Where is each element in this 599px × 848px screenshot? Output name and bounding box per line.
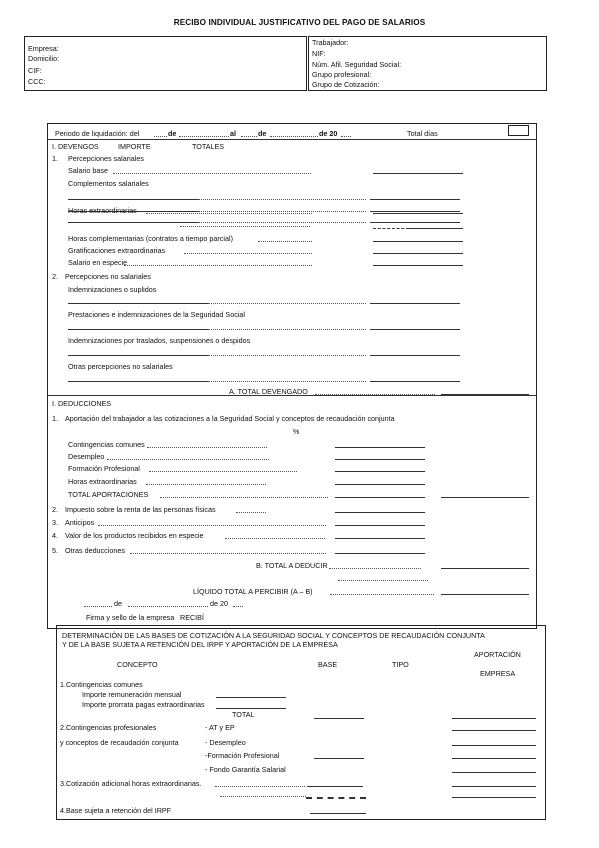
fill-line — [370, 211, 460, 212]
fill-line — [373, 173, 463, 174]
contingencias-comunes-label: Contingencias comunes — [68, 440, 145, 449]
ccc-label: CCC: — [28, 77, 46, 86]
fill-line — [68, 222, 198, 223]
fill-line — [329, 568, 421, 569]
periodo-de-1: de — [168, 129, 177, 138]
salario-base-label: Salario base — [68, 166, 108, 175]
fill-line — [307, 786, 363, 787]
fill-line — [338, 580, 428, 581]
percent-label: % — [293, 427, 300, 436]
fill-line — [373, 228, 409, 229]
fill-line — [84, 606, 112, 607]
empresa-box — [24, 36, 307, 91]
total-aportaciones-label: TOTAL APORTACIONES — [68, 490, 149, 499]
fill-line — [330, 594, 434, 595]
fill-line — [208, 355, 366, 356]
fill-line — [258, 241, 312, 242]
fill-line — [315, 394, 435, 395]
fill-line — [130, 553, 326, 554]
deducciones-header: I. DEDUCCIONES — [52, 399, 112, 408]
anticipos-label: Anticipos — [65, 518, 95, 527]
fill-line — [68, 329, 208, 330]
irpf-label: Impuesto sobre la renta de las personas físicas — [65, 505, 216, 514]
base-irpf-row: 4.Base sujeta a retención del IRPF — [60, 806, 172, 815]
fecha-de-2: de 20 — [210, 599, 228, 608]
trabajador-label: Trabajador: — [312, 38, 349, 47]
fill-line — [373, 265, 463, 266]
fill-line — [370, 199, 460, 200]
document-title: RECIBO INDIVIDUAL JUSTIFICATIVO DEL PAGO DE SALARIOS — [173, 18, 426, 27]
fill-line — [146, 484, 266, 485]
fill-line — [124, 265, 312, 266]
horas-extra-deduccion-label: Horas extraordinarias — [68, 477, 137, 486]
fill-line — [373, 241, 463, 242]
deduccion-5-number: 5. — [52, 546, 58, 555]
col-tipo-header: TIPO — [392, 660, 409, 669]
fill-line — [310, 813, 366, 814]
fill-line — [198, 199, 366, 200]
fill-line — [68, 381, 208, 382]
fill-line — [335, 471, 425, 472]
total-dias-field[interactable] — [508, 125, 529, 136]
periodo-de-2: de — [258, 129, 267, 138]
fill-line — [216, 708, 286, 709]
fill-line — [270, 136, 318, 137]
fill-line — [160, 497, 328, 498]
recibi-label: RECIBÍ — [180, 613, 204, 622]
fill-line — [373, 213, 463, 214]
fill-line — [335, 497, 425, 498]
fill-line — [128, 606, 208, 607]
fill-line — [68, 303, 208, 304]
grupo-profesional-label: Grupo profesional: — [312, 70, 372, 79]
afiliacion-label: Núm. Afil. Seguridad Social: — [312, 60, 402, 69]
fill-line — [441, 594, 529, 595]
fill-line — [335, 512, 425, 513]
fill-line — [452, 730, 536, 731]
fill-line — [215, 786, 305, 787]
periodo-de-3: de 20 — [319, 129, 338, 138]
horas-extraordinarias-label: Horas extraordinarias — [68, 206, 137, 215]
fill-line — [107, 459, 269, 460]
fill-line — [47, 139, 537, 140]
fill-line — [147, 447, 267, 448]
fill-line — [225, 538, 325, 539]
total-deducir-label: B. TOTAL A DEDUCIR — [256, 561, 328, 570]
fill-line — [452, 786, 536, 787]
fill-line — [370, 303, 460, 304]
importe-header: IMPORTE — [118, 142, 151, 151]
fill-line — [233, 606, 243, 607]
bases-heading-line-2: Y DE LA BASE SUJETA A RETENCIÓN DEL IRPF Y APORTACIÓN DE LA EMPRESA — [62, 640, 338, 649]
fill-line — [236, 512, 266, 513]
otras-percepciones-label: Otras percepciones no salariales — [68, 362, 173, 371]
fill-line — [180, 226, 310, 227]
col-concepto-header: CONCEPTO — [117, 660, 158, 669]
empresa-label: Empresa: — [28, 44, 59, 53]
col-aportacion-header: APORTACIÓN — [474, 650, 521, 659]
col-base-header: BASE — [318, 660, 338, 669]
fecha-de-1: de — [114, 599, 122, 608]
fill-line — [335, 553, 425, 554]
fill-line — [452, 745, 536, 746]
fill-line — [335, 447, 425, 448]
fill-line — [370, 329, 460, 330]
deduccion-1-number: 1. — [52, 414, 58, 423]
cif-label: CIF: — [28, 66, 42, 75]
fill-line — [208, 329, 366, 330]
fill-line — [113, 173, 311, 174]
deduccion-4-number: 4. — [52, 531, 58, 540]
percepciones-salariales-label: Percepciones salariales — [68, 154, 144, 163]
fill-line — [68, 355, 208, 356]
fill-line — [335, 484, 425, 485]
periodo-al: al — [230, 129, 236, 138]
fill-line — [208, 303, 366, 304]
fill-line — [370, 222, 460, 223]
fill-line — [314, 718, 364, 719]
fill-line — [335, 525, 425, 526]
formacion-base-label: -Formación Profesional — [205, 751, 280, 760]
prestaciones-ss-label: Prestaciones e indemnizaciones de la Seguridad Social — [68, 310, 245, 319]
horas-complementarias-label: Horas complementarias (contratos a tiempo parcial) — [68, 234, 233, 243]
salario-especie-label: Salario en especie — [68, 258, 128, 267]
fill-line — [198, 211, 366, 212]
fill-line — [341, 136, 351, 137]
formacion-profesional-label: Formación Profesional — [68, 464, 140, 473]
liquido-total-label: LÍQUIDO TOTAL A PERCIBIR (A – B) — [193, 587, 313, 596]
fill-line — [370, 381, 460, 382]
gratificaciones-label: Gratificaciones extraordinarias — [68, 246, 166, 255]
total-dias-label: Total días — [407, 129, 438, 138]
total-bases-label: TOTAL — [232, 710, 255, 719]
recaudacion-conjunta-row: y conceptos de recaudación conjunta — [60, 738, 179, 747]
deduccion-3-number: 3. — [52, 518, 58, 527]
complementos-salariales-label: Complementos salariales — [68, 179, 149, 188]
fill-line — [98, 525, 326, 526]
fill-line — [452, 758, 536, 759]
fill-line — [314, 758, 364, 759]
fill-line — [441, 568, 529, 569]
fill-line — [68, 199, 198, 200]
fill-line — [146, 213, 312, 214]
otras-deducciones-label: Otras deducciones — [65, 546, 125, 555]
fill-line — [452, 797, 536, 798]
fill-line — [441, 497, 529, 498]
fill-line — [179, 136, 229, 137]
section-2-number: 2. — [52, 272, 58, 281]
fill-line — [452, 772, 536, 773]
indemnizaciones-traslados-label: Indemnizaciones por traslados, suspensiones o despidos — [68, 336, 251, 345]
fill-line — [306, 797, 366, 799]
totales-header: TOTALES — [192, 142, 225, 151]
fill-line — [220, 796, 306, 797]
horas-extra-adicional-row: 3.Cotización adicional horas extraordinarias. — [60, 779, 202, 788]
contingencias-profesionales-row: 2.Contingencias profesionales — [60, 723, 157, 732]
col-empresa-header: EMPRESA — [480, 669, 516, 678]
fill-line — [198, 222, 366, 223]
indemnizaciones-suplidos-label: Indemnizaciones o suplidos — [68, 285, 157, 294]
fill-line — [370, 355, 460, 356]
grupo-cotizacion-label: Grupo de Cotización: — [312, 80, 380, 89]
contingencias-comunes-row: 1.Contingencias comunes — [60, 680, 143, 689]
devengos-header: I. DEVENGOS — [52, 142, 99, 151]
importe-prorrata-label: Importe prorrata pagas extraordinarias — [82, 700, 205, 709]
percepciones-no-salariales-label: Percepciones no salariales — [65, 272, 151, 281]
fill-line — [335, 538, 425, 539]
fill-line — [184, 253, 312, 254]
fill-line — [373, 253, 463, 254]
fill-line — [335, 459, 425, 460]
section-1-number: 1. — [52, 154, 58, 163]
at-ep-label: - AT y EP — [205, 723, 235, 732]
fill-line — [409, 228, 463, 229]
fill-line — [241, 136, 257, 137]
nif-label: NIF: — [312, 49, 326, 58]
desempleo-base-label: - Desempleo — [205, 738, 246, 747]
total-devengado-label: A. TOTAL DEVENGADO — [229, 387, 308, 396]
fill-line — [149, 471, 297, 472]
aportacion-trabajador-label: Aportación del trabajador a las cotizaciones a la Seguridad Social y conceptos de recaudación conjunta — [65, 414, 395, 423]
periodo-label: Periodo de liquidación: del — [55, 129, 140, 138]
bases-heading-line-1: DETERMINACIÓN DE LAS BASES DE COTIZACIÓN A LA SEGURIDAD SOCIAL Y CONCEPTOS DE RECAUDACIÓN CONJUNTA — [62, 631, 485, 640]
fogasa-label: - Fondo Garantía Salarial — [205, 765, 286, 774]
fill-line — [208, 381, 366, 382]
deduccion-2-number: 2. — [52, 505, 58, 514]
fill-line — [154, 136, 167, 137]
desempleo-label: Desempleo — [68, 452, 105, 461]
fill-line — [441, 394, 529, 395]
firma-sello-label: Firma y sello de la empresa — [86, 613, 175, 622]
fill-line — [452, 718, 536, 719]
fill-line — [216, 697, 286, 698]
domicilio-label: Domicilio: — [28, 54, 60, 63]
valor-productos-label: Valor de los productos recibidos en especie — [65, 531, 204, 540]
importe-remuneracion-label: Importe remuneración mensual — [82, 690, 182, 699]
